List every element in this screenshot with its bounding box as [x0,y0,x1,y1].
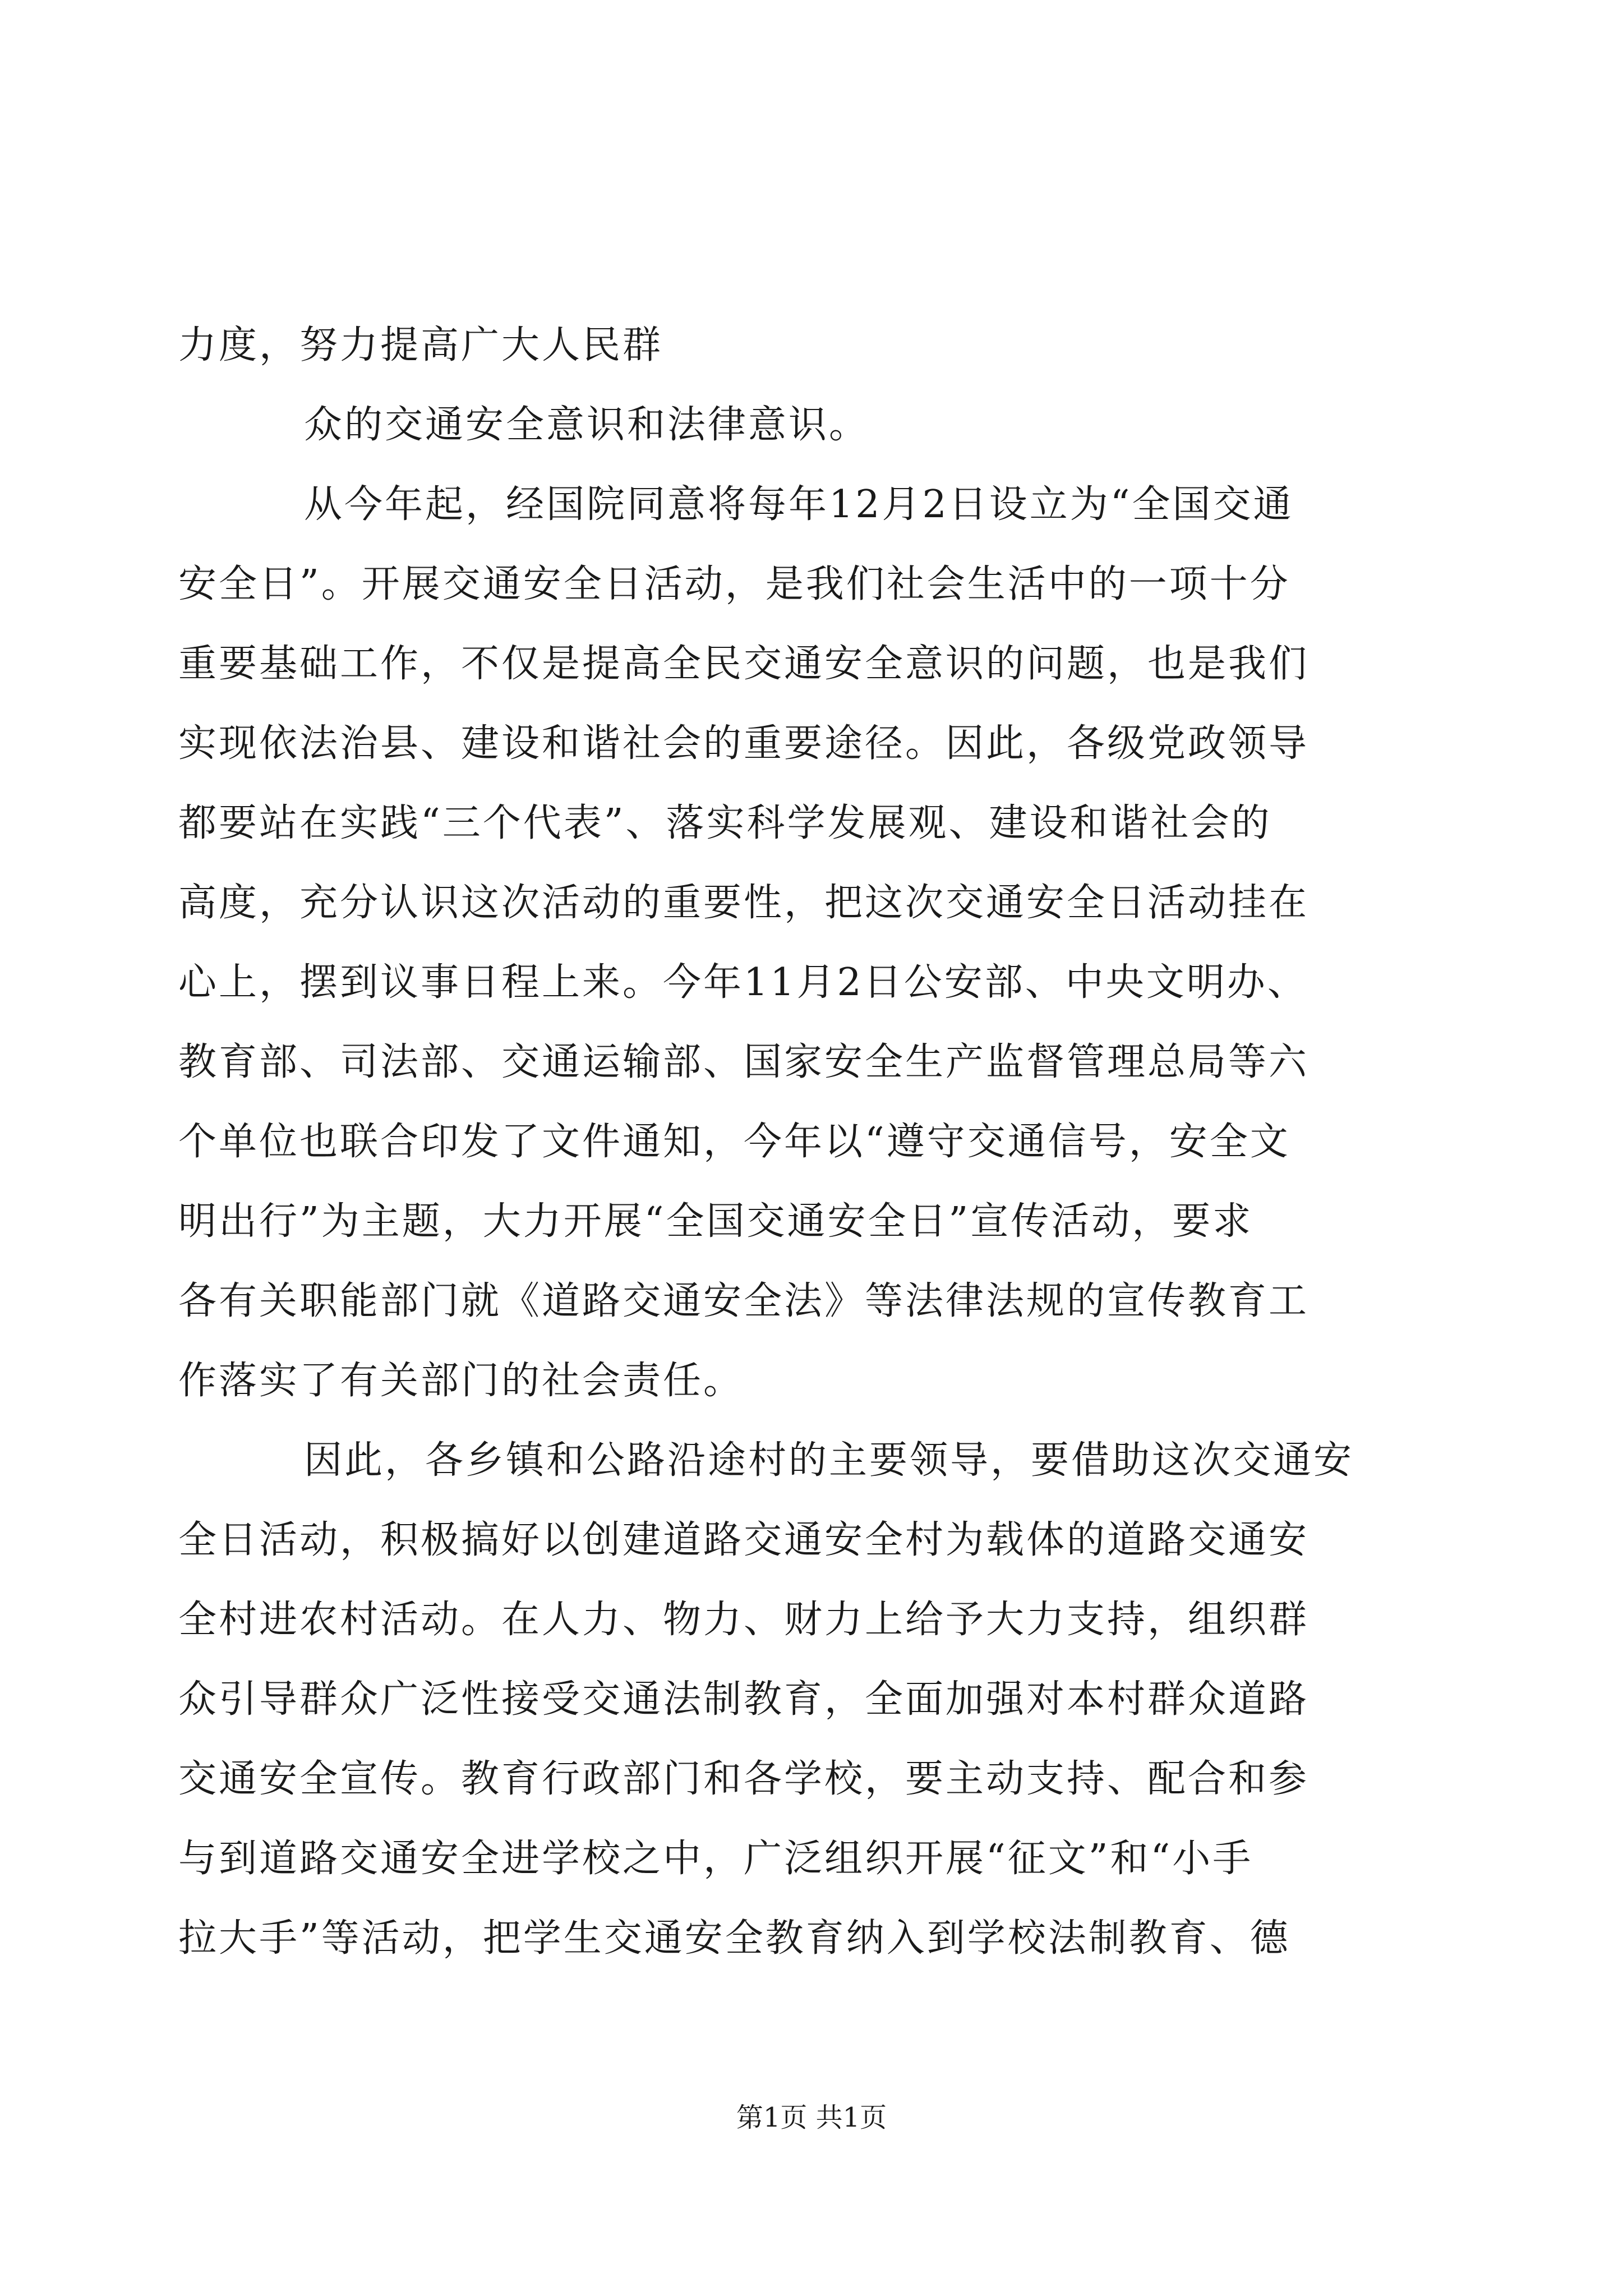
text-line: 安全日”。开展交通安全日活动，是我们社会生活中的一项十分 [178,562,1290,606]
text-line: 作落实了有关部门的社会责任。 [178,1359,744,1403]
text-line: 各有关职能部门就《道路交通安全法》等法律法规的宣传教育工 [178,1279,1310,1323]
text-line: 个单位也联合印发了文件通知，今年以“遵守交通信号，安全文 [178,1120,1290,1164]
text-line: 实现依法治县、建设和谐社会的重要途径。因此，各级党政领导 [178,721,1310,766]
document-body [178,306,1435,1978]
text-line: 全村进农村活动。在人力、物力、财力上给予大力支持，组织群 [178,1598,1310,1642]
page-number-footer: 第1页 共1页 [736,2102,887,2133]
text-line: 全日活动，积极搞好以创建道路交通安全村为载体的道路交通安 [178,1518,1310,1562]
text-line: 众引导群众广泛性接受交通法制教育，全面加强对本村群众道路 [178,1677,1310,1722]
text-line: 都要站在实践“三个代表”、落实科学发展观、建设和谐社会的 [178,801,1272,845]
paragraph-start-line: 从今年起，经国院同意将每年12月2日设立为“全国交通 [304,482,1294,527]
text-line: 心上，摆到议事日程上来。今年11月2日公安部、中央文明办、 [178,960,1308,1005]
paragraph-start-line: 因此，各乡镇和公路沿途村的主要领导，要借助这次交通安 [304,1438,1354,1483]
text-line: 明出行”为主题，大力开展“全国交通安全日”宣传活动，要求 [178,1199,1253,1244]
text-line: 力度，努力提高广大人民群 [178,323,663,367]
text-line: 拉大手”等活动，把学生交通安全教育纳入到学校法制教育、德 [178,1916,1290,1961]
text-line: 教育部、司法部、交通运输部、国家安全生产监督管理总局等六 [178,1040,1310,1084]
text-line: 与到道路交通安全进学校之中，广泛组织开展“征文”和“小手 [178,1837,1253,1881]
text-line: 高度，充分认识这次活动的重要性，把这次交通安全日活动挂在 [178,881,1310,925]
text-line: 交通安全宣传。教育行政部门和各学校，要主动支持、配合和参 [178,1757,1310,1801]
text-line: 众的交通安全意识和法律意识。 [304,403,870,447]
text-line: 重要基础工作，不仅是提高全民交通安全意识的问题，也是我们 [178,642,1310,686]
